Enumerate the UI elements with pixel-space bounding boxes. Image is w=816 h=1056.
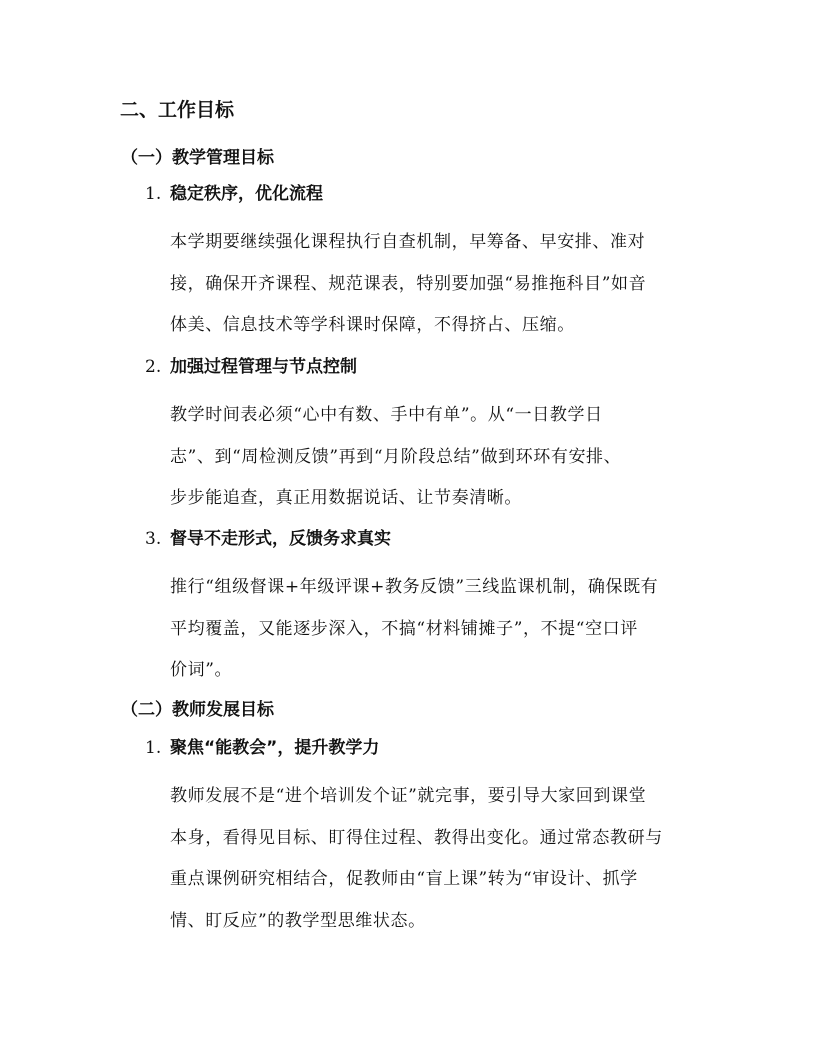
paragraph-line: 价词”。: [170, 660, 233, 680]
item-paragraph: [170, 222, 700, 347]
subsection-title-teaching-management: （一）教学管理目标: [121, 148, 274, 168]
item-number: 3.: [145, 529, 162, 549]
section-title: 二、工作目标: [120, 99, 235, 121]
paragraph-line: 本身，看得见目标、盯得住过程、教得出变化。通过常态教研与: [170, 827, 663, 848]
item-number: 2.: [145, 357, 162, 377]
item-heading: [145, 354, 357, 380]
item-title: 聚焦“能教会”，提升教学力: [170, 738, 380, 758]
item-heading: [145, 526, 391, 552]
paragraph-line: 体美、信息技术等学科课时保障，不得挤占、压缩。: [170, 315, 575, 335]
paragraph-line: 情、盯反应”的教学型思维状态。: [170, 910, 426, 931]
item-paragraph: [170, 395, 700, 520]
paragraph-line: 步步能追查，真正用数据说话、让节奏清晰。: [170, 488, 522, 508]
item-title: 加强过程管理与节点控制: [170, 357, 357, 377]
paragraph-line: 推行“组级督课+年级评课+教务反馈”三线监课机制，确保既有: [170, 577, 659, 597]
paragraph-line: 接，确保开齐课程、规范课表，特别要加强“易推拖科目”如音: [170, 273, 647, 294]
item-paragraph: [170, 776, 700, 942]
paragraph-line: 重点课例研究相结合，促教师由“盲上课”转为“审设计、抓学: [170, 869, 638, 889]
item-heading: [145, 735, 379, 761]
paragraph-line: 教师发展不是“进个培训发个证”就完事，要引导大家回到课堂: [170, 786, 647, 806]
paragraph-line: 志”、到“周检测反馈”再到“月阶段总结”做到环环有安排、: [170, 446, 622, 467]
paragraph-line: 平均覆盖，又能逐步深入，不搞“材料铺摊子”，不提“空口评: [170, 618, 638, 639]
item-paragraph: [170, 567, 700, 692]
item-title: 督导不走形式，反馈务求真实: [170, 529, 391, 549]
subsection-title-teacher-development: （二）教师发展目标: [121, 700, 274, 720]
item-title: 稳定秩序，优化流程: [170, 184, 323, 204]
item-heading: [145, 181, 323, 207]
paragraph-line: 本学期要继续强化课程执行自查机制，早筹备、早安排、准对: [170, 232, 646, 252]
item-number: 1.: [145, 738, 162, 758]
item-number: 1.: [145, 184, 162, 204]
paragraph-line: 教学时间表必须“心中有数、手中有单”。从“一日教学日: [170, 405, 603, 425]
